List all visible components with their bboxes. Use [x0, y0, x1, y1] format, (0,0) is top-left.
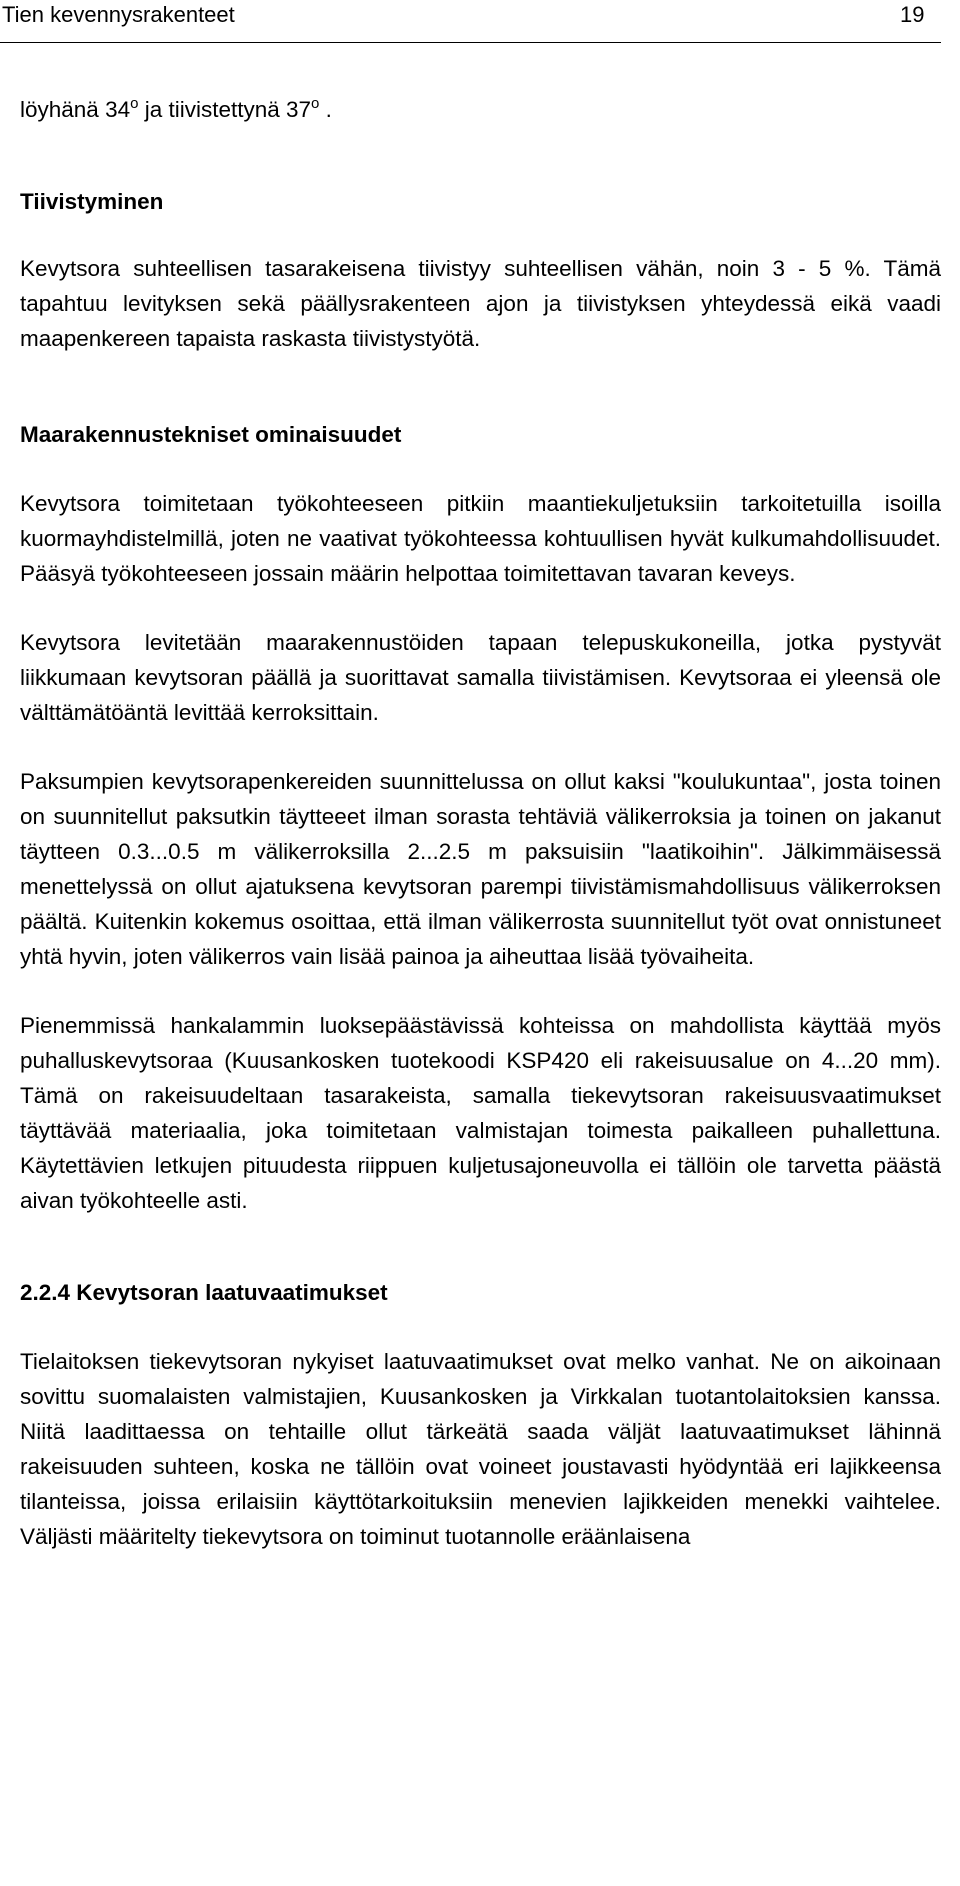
- degree-symbol: o: [311, 95, 320, 112]
- paragraph: Tielaitoksen tiekevytsoran nykyiset laatuvaatimukset ovat melko vanhat. Ne on aikoinaan sovittu suomalaisten valmistajien, Kuusankosken ja Virkkalan tuotantolaitoksien kanssa. Niitä laadittaessa on tehtaille ollut tärkeätä saada väljät laatuvaatimukset lähinnä rakeisuuden suhteen, koska ne tällöin ovat voineet joustavasti hyödyntää eri lajikkeensa tilanteissa, joissa erilaisiin käyttötarkoituksiin menevien lajikkeiden menekki vaihtelee. Väljästi määritelty tiekevytsora on toiminut tuotannolle eräänlaisena: [20, 1349, 941, 1549]
- paragraph: Pienemmissä hankalammin luoksepäästävissä kohteissa on mahdollista käyttää myös puhalluskevytsoraa (Kuusankosken tuotekoodi KSP420 eli rakeisuusalue on 4...20 mm). Tämä on rakeisuudeltaan tasarakeista, samalla tiekevytsoran rakeisuusvaatimukset täyttävää materiaalia, joka toimitetaan valmistajan toimesta paikalleen puhallettuna. Käytettävien letkujen pituudesta riippuen kuljetusajoneuvolla ei tällöin ole tarvetta päästä aivan työkohteelle asti.: [20, 1013, 941, 1213]
- section-heading-tiivistyminen: Tiivistyminen: [20, 189, 164, 214]
- page-number: 19: [900, 2, 925, 27]
- paragraph: Paksumpien kevytsorapenkereiden suunnittelussa on ollut kaksi "koulukuntaa", josta toinen on suunnitellut paksutkin täytteeet ilman sorasta tehtäviä välikerroksia ja toinen on jakanut täytteen 0.3...0.5 m välikerroksilla 2...2.5 m paksuisiin "laatikoihin". Jälkimmäisessä menettelyssä on ollut ajatuksena kevytsoran parempi tiivistämismahdollisuus välikerroksen päältä. Kuitenkin kokemus osoittaa, että ilman välikerrosta suunnitellut työt ovat onnistuneet yhtä hyvin, joten välikerros vain lisää painoa ja aiheuttaa lisää työvaiheita.: [20, 769, 941, 969]
- page-body: [20, 92, 941, 1554]
- page-header: [0, 0, 941, 43]
- running-title: Tien kevennysrakenteet: [2, 2, 235, 27]
- intro-line: löyhänä 34$^o$ ja tiivistettynä 37$^o$ .: [20, 95, 332, 122]
- paragraph: Kevytsora toimitetaan työkohteeseen pitkiin maantiekuljetuksiin tarkoitetuilla isoilla kuormayhdistelmillä, joten ne vaativat työkohteessa kohtuullisen hyvät kulkumahdollisuudet. Pääsyä työkohteeseen jossain määrin helpottaa toimitettavan tavaran keveys.: [20, 491, 941, 586]
- paragraph: Kevytsora levitetään maarakennustöiden tapaan telepuskukoneilla, jotka pystyvät liikkumaan kevytsoran päällä ja suorittavat samalla tiivistämisen. Kevytsoraa ei yleensä ole välttämätöäntä levittää kerroksittain.: [20, 630, 941, 725]
- section-heading-maarakennus: Maarakennustekniset ominaisuudet: [20, 422, 402, 447]
- section-heading-laatuvaatimukset: 2.2.4 Kevytsoran laatuvaatimukset: [20, 1280, 388, 1305]
- paragraph: Kevytsora suhteellisen tasarakeisena tiivistyy suhteellisen vähän, noin 3 - 5 %. Tämä tapahtuu levityksen sekä päällysrakenteen ajon ja tiivistyksen yhteydessä eikä vaadi maapenkereen tapaista raskasta tiivistystyötä.: [20, 256, 941, 351]
- degree-symbol: o: [130, 95, 139, 112]
